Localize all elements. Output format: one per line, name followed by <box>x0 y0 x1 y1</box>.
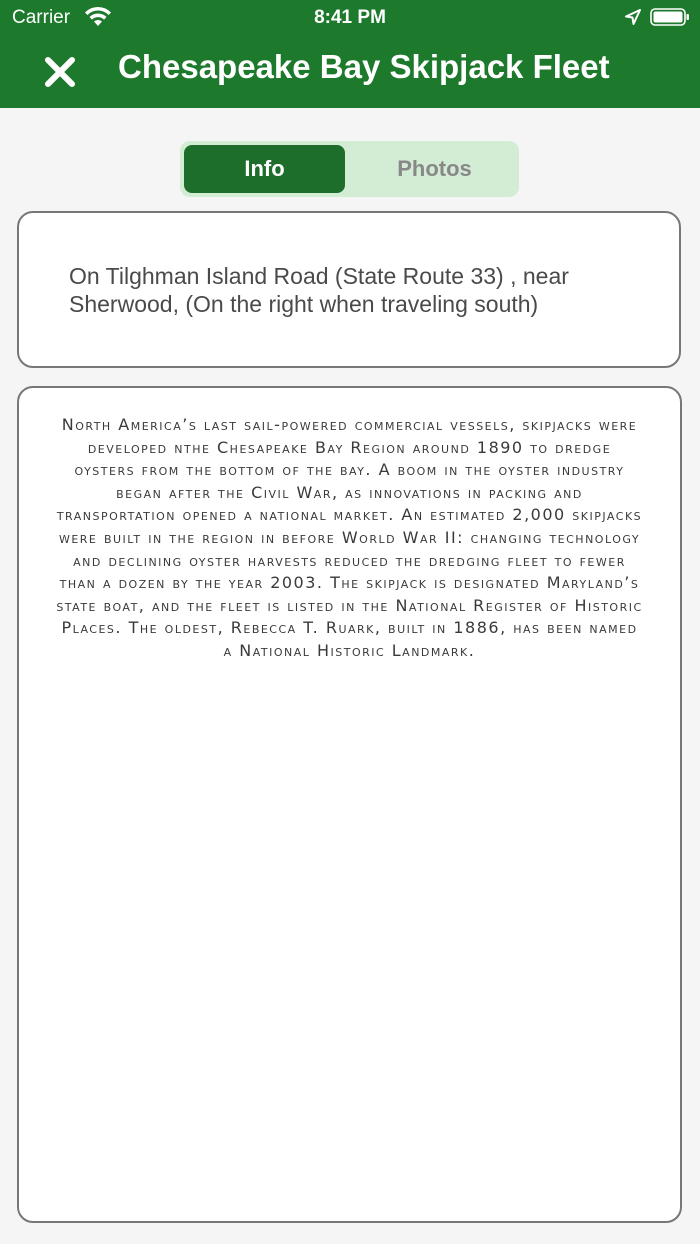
navigation-bar <box>0 40 700 100</box>
page-title: Chesapeake Bay Skipjack Fleet <box>118 48 610 85</box>
location-card <box>17 211 681 368</box>
status-bar <box>0 0 700 36</box>
battery-icon <box>650 8 690 26</box>
location-arrow-icon <box>624 8 642 26</box>
carrier-label: Carrier <box>12 7 71 28</box>
tab-info[interactable]: Info <box>184 145 345 193</box>
location-text: On Tilghman Island Road (State Route 33) , near Sherwood, (On the right when traveling south) <box>69 263 569 317</box>
clock: 8:41 PM <box>314 7 386 28</box>
close-icon[interactable] <box>42 54 78 90</box>
description-text: North America’s last sail-powered commercial vessels, skipjacks were developed nthe Chesapeake Bay Region around 1890 to dredge oysters from the bottom of the bay. A boom in the oyster industry began after the Civil War, as innovations in packing and transportation opened a national market. An estimated 2,000 skipjacks were built in the region in before World War II: changing technology and declining oyster harvests reduced the dredging fleet to fewer than a dozen by the year 2003. The skipjack is designated Maryland’s state boat, and the fleet is listed in the National Register of Historic Places. The oldest, Rebecca T. Ruark, built in 1886, has been named a National Historic Landmark. <box>56 415 643 660</box>
header-bar <box>0 0 700 108</box>
tab-photos[interactable]: Photos <box>397 156 472 181</box>
description-card <box>17 386 682 1223</box>
segmented-control <box>180 141 519 197</box>
